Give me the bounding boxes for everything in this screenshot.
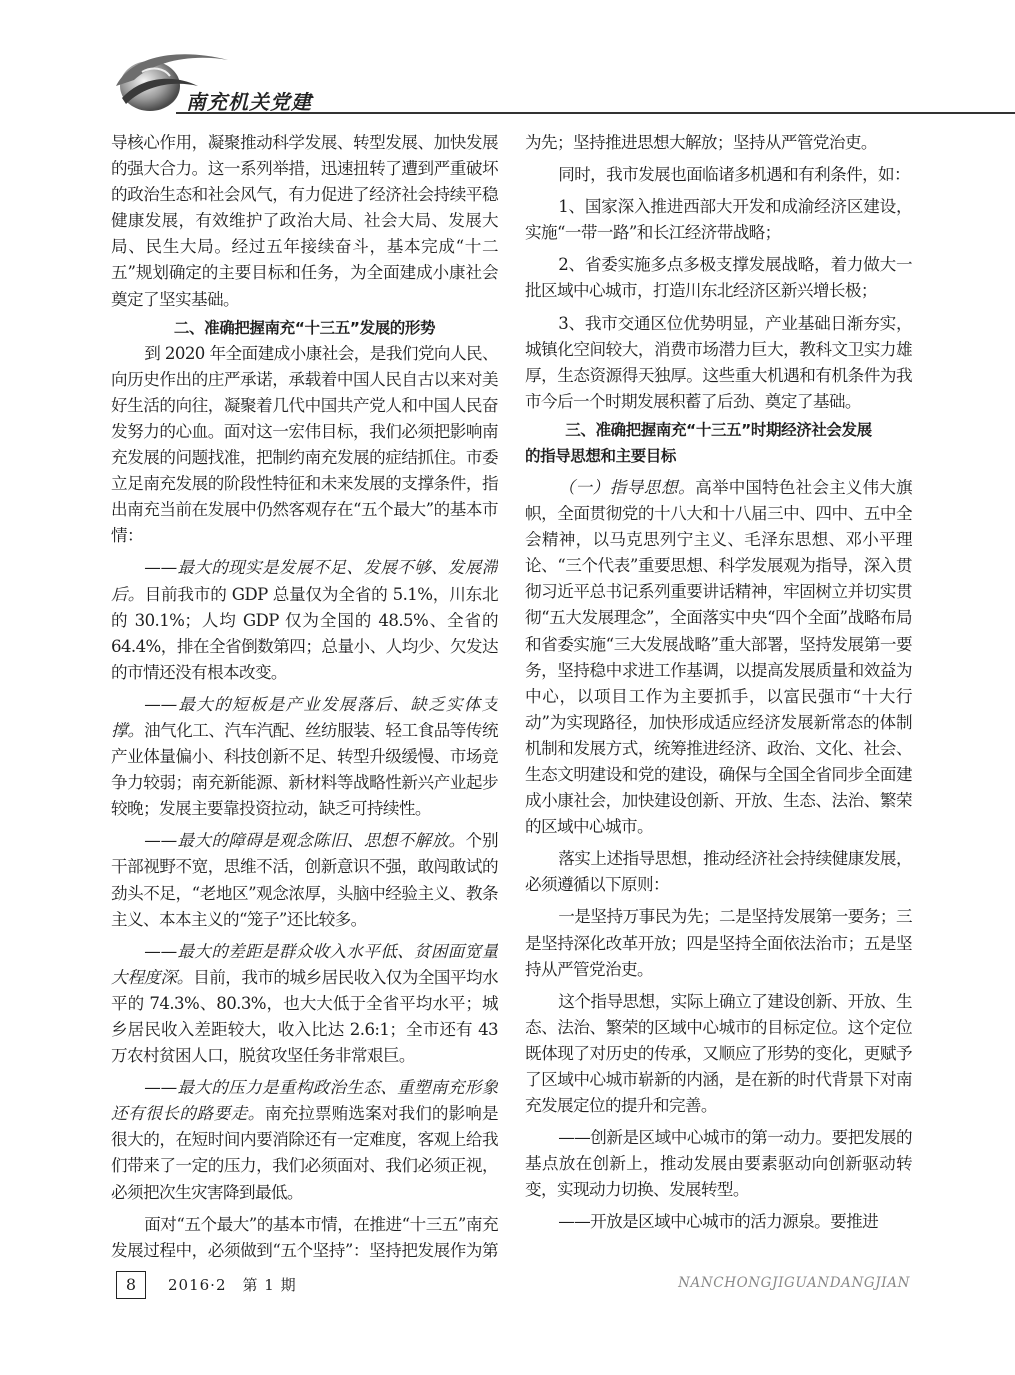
paragraph [525,475,912,840]
emphasis-text: ——最大的压力是重构政治生态、重塑南充形象还有很长的路要走。 [111,1078,498,1124]
section-heading: 二、准确把握南充“十三五”发展的形势 [173,318,436,337]
paragraph: 2、省委实施多点多极支撑发展战略，着力做大一批区域中心城市，打造川东北经济区新兴增长极； [525,255,912,301]
paragraph: 导核心作用，凝聚推动科学发展、转型发展、加快发展的强大合力。这一系列举措，迅速扭转了遭到严重破坏的政治生态和社会风气，有力促进了经济社会持续平稳健康发展，有效维护了政治大局、社会大局、发展大局、民生大局。经过五年接续奋斗，基本完成“十二五”规划确定的主要目标和任务，为全面建成小康社会奠定了坚实基础。 [111,133,498,309]
issue-label: 2016·2 第 1 期 [168,1276,297,1294]
emphasis-text: （一）指导思想。 [558,477,696,497]
paragraph: 一是坚持万事民为先；二是坚持发展第一要务；三是坚持深化改革开放；四是坚持全面依法治市；五是坚持从严管党治吏。 [525,907,912,979]
journal-title: 南充机关党建 [186,90,312,114]
paragraph: 同时，我市发展也面临诸多机遇和有利条件，如： [558,165,911,185]
paragraph: ——创新是区域中心城市的第一动力。要把发展的基点放在创新上，推动发展由要素驱动向创新驱动转变，实现动力切换、发展转型。 [525,1128,912,1200]
emphasis-text: ——最大的现实是发展不足、发展不够、发展滞后。 [111,558,498,604]
paragraph-text: 目前我市的 GDP 总量仅为全省的 5.1%，川东北的 30.1%；人均 GDP 仅为全国的 48.5%、全省的 64.4%，排在全省倒数第四；总量小、人均少、欠发达的市情还没有根本改变。 [111,584,498,682]
paragraph-text: 南充拉票贿选案对我们的影响是很大的，在短时间内要消除还有一定难度，客观上给我们带来了一定的压力，我们必须面对、我们必须正视，必须把次生灾害降到最低。 [111,1104,498,1202]
paragraph-text: 油气化工、汽车汽配、丝纺服装、轻工食品等传统产业体量偏小、科技创新不足、转型升级缓慢、市场竞争力较弱；南充新能源、新材料等战略性新兴产业起步较晚；发展主要靠投资拉动，缺乏可持续性。 [111,720,498,819]
paragraph: 1、国家深入推进西部大开发和成渝经济区建设，实施“一带一路”和长江经济带战略； [525,197,912,243]
paragraph [111,1075,498,1205]
paragraph [111,939,498,1069]
paragraph-text: 个别干部视野不宽，思维不活，创新意识不强，敢闯敢试的劲头不足，“老地区”观念浓厚，头脑中经验主义、教条主义、本本主义的“笼子”还比较多。 [111,831,498,929]
paragraph: 3、我市交通区位优势明显，产业基础日渐夯实，城镇化空间较大，消费市场潜力巨大，教科文卫实力雄厚，生态资源得天独厚。这些重大机遇和有机条件为我市今后一个时期发展积蓄了后劲、奠定了基础。 [525,313,912,411]
emphasis-text: ——最大的短板是产业发展落后、缺乏实体支撑。 [111,694,498,740]
paragraph [111,692,498,822]
paragraph: 落实上述指导思想，推动经济社会持续健康发展，必须遵循以下原则： [525,849,912,895]
paragraph [111,828,498,932]
header-rule [176,112,1015,114]
emphasis-text: ——最大的障碍是观念陈旧、思想不解放。 [144,831,466,851]
paragraph-text: 高举中国特色社会主义伟大旗帜，全面贯彻党的十八大和十八届三中、四中、五中全会精神，以马克思列宁主义、毛泽东思想、邓小平理论、“三个代表”重要思想、科学发展观为指导，深入贯彻习近平总书记系列重要讲话精神，牢固树立并切实贯彻“五大发展理念”，全面落实中央“四个全面”战略布局和省委实施“三大发展战略”重大部署，坚持发展第一要务，坚持稳中求进工作基调，以提高发展质量和效益为中心，以项目工作为主要抓手，以富民强市“十大行动”为实现路径，加快形成适应经济发展新常态的体制机制和发展方式，统筹推进经济、政治、文化、社会、生态文明建设和党的建设，确保与全国全省同步全面建成小康社会，加快建设创新、开放、生态、法治、繁荣的区域中心城市。 [525,477,912,837]
paragraph: 面对“五个最大”的基本市情，在推进“十三五”南充发展过程中，必须做到“五个坚持”：坚持把发展作为第 [111,1214,498,1260]
paragraph-text: 目前，我市的城乡居民收入仅为全国平均水平的 74.3%、80.3%，也大大低于全省平均水平；城乡居民收入差距较大，收入比达 2.6:1；全市还有 43 万农村贫困人口，脱贫攻坚任务非常艰巨。 [111,967,498,1066]
paragraph: 到 2020 年全面建成小康社会，是我们党向人民、向历史作出的庄严承诺，承载着中国人民自古以来对美好生活的向往，凝聚着几代中国共产党人和中国人民奋发努力的心血。面对这一宏伟目标，我们必须把影响南充发展的问题找准，把制约南充发展的症结抓住。市委立足南充发展的阶段性特征和未来发展的支撑条件，指出南充当前在发展中仍然客观存在“五个最大”的基本市情： [111,343,498,546]
paragraph [111,555,498,685]
page-number: 8 [116,1271,146,1299]
section-heading-continued: 的指导思想和主要目标 [525,446,677,465]
journal-pinyin: NANCHONGJIGUANDANGJIAN [678,1275,910,1291]
paragraph: ——开放是区域中心城市的活力源泉。要推进 [558,1212,879,1232]
paragraph: 为先；坚持推进思想大解放；坚持从严管党治吏。 [525,133,877,152]
paragraph: 这个指导思想，实际上确立了建设创新、开放、生态、法治、繁荣的区域中心城市的目标定位。这个定位既体现了对历史的传承，又顺应了形势的变化，更赋予了区域中心城市崭新的内涵，是在新的时代背景下对南充发展定位的提升和完善。 [525,991,912,1116]
left-column [111,130,498,1260]
right-column [525,130,912,1260]
emphasis-text: ——最大的差距是群众收入水平低、贫困面宽量大程度深。 [111,941,498,987]
section-heading: 三、准确把握南充“十三五”时期经济社会发展 [565,420,872,439]
